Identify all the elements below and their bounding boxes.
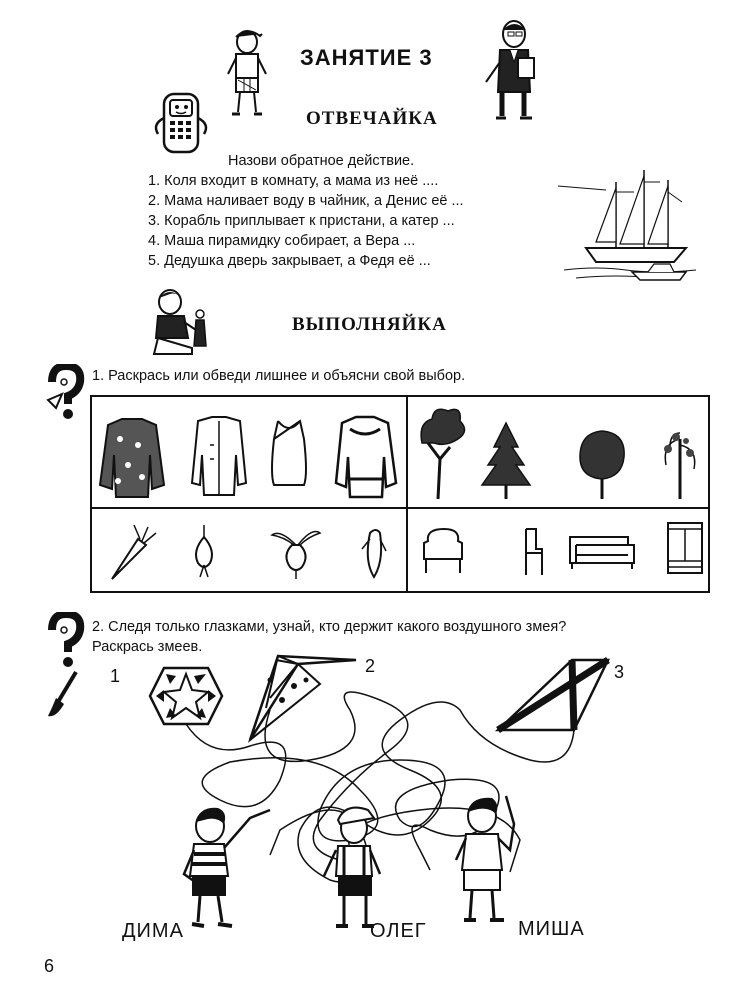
boy-top-icon [222, 28, 272, 118]
kid-name-dima: ДИМА [122, 920, 184, 942]
kid-misha[interactable] [456, 796, 514, 920]
list-item: 4. Маша пирамидку собирает, а Вера ... [148, 233, 416, 249]
kid-dima[interactable] [184, 808, 270, 926]
clothing-row[interactable] [98, 415, 398, 501]
kid-name-oleg: ОЛЕГ [370, 920, 427, 942]
list-item: 3. Корабль приплывает к пристани, а катер ... [148, 213, 455, 229]
phone-character-icon [150, 88, 212, 156]
kite-label-2: 2 [365, 656, 376, 676]
question-mark-icon [46, 364, 86, 420]
grid-divider-h [92, 507, 708, 509]
kite-maze-illustration[interactable] [100, 650, 660, 942]
kid-with-toy-icon [148, 286, 214, 358]
kid-oleg[interactable] [324, 808, 380, 926]
teacher-icon [484, 18, 544, 122]
page-title: ЗАНЯТИЕ 3 [300, 45, 433, 70]
task1-text: 1. Раскрась или обведи лишнее и объясни свой выбор. [92, 368, 466, 384]
task2-text-line1: 2. Следя только глазками, узнай, кто держит какого воздушного змея? [92, 619, 567, 635]
kite-label-3: 3 [614, 662, 625, 682]
paintbrush-icon [44, 668, 80, 720]
tree-row[interactable] [418, 403, 704, 503]
furniture-row[interactable] [418, 519, 704, 581]
kid-name-misha: МИША [518, 918, 585, 940]
answer-list [148, 171, 464, 271]
question-mark-icon [46, 612, 86, 668]
odd-one-out-grid [90, 395, 710, 593]
task2-text-line2: Раскрась змеев. [92, 639, 203, 655]
list-item: 5. Дедушка дверь закрывает, а Федя её ... [148, 253, 431, 269]
page-number: 6 [44, 956, 55, 976]
vegetable-row[interactable] [104, 521, 404, 583]
list-item: 2. Мама наливает воду в чайник, а Денис её ... [148, 193, 464, 209]
section-heading-do: ВЫПОЛНЯЙКА [292, 314, 447, 335]
grid-divider-v [406, 397, 408, 591]
kite-label-1: 1 [110, 666, 121, 686]
section-heading-answer: ОТВЕЧАЙКА [306, 108, 438, 129]
sailing-ship-illustration [556, 162, 706, 290]
answer-prompt: Назови обратное действие. [228, 153, 415, 169]
list-item: 1. Коля входит в комнату, а мама из неё .... [148, 173, 439, 189]
